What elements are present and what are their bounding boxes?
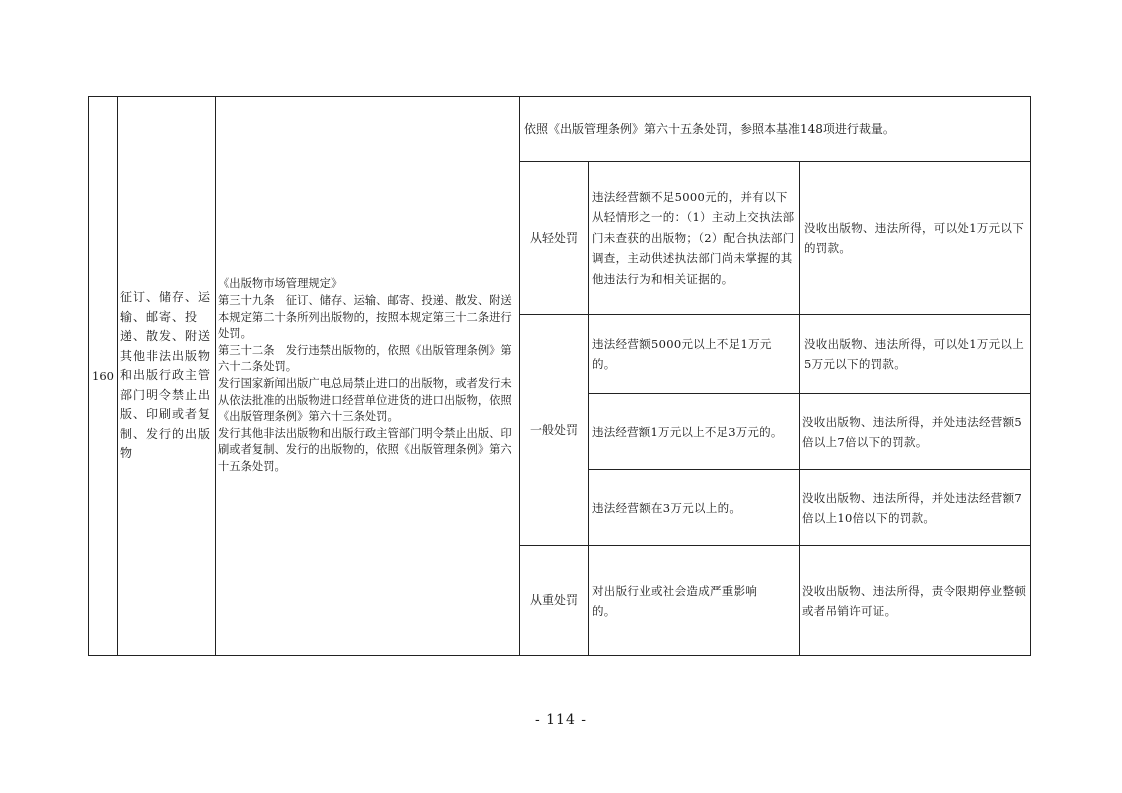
violation-cell (118, 97, 215, 655)
circumstance-cell-2 (589, 315, 799, 393)
level-general-label: 一般处罚 (529, 422, 578, 437)
penalty-cell-3 (800, 394, 1030, 469)
circumstance-cell-3 (589, 394, 799, 469)
reference-cell (520, 97, 1030, 161)
basis-title: 《出版物市场管理规定》 (218, 277, 343, 291)
penalty-text: 没收出版物、违法所得，并处违法经营额7倍以上10倍以下的罚款。 (802, 490, 1023, 525)
basis-import-clause: 发行国家新闻出版广电总局禁止进口的出版物，或者发行未从依法批准的出版物进口经营单位进货的进口出版物，依照《出版管理条例》第六十三条处罚。 (218, 377, 512, 424)
circumstance-text: 违法经营额1万元以上不足3万元的。 (592, 424, 783, 439)
level-heavy-cell (520, 546, 588, 655)
penalty-text: 没收出版物、违法所得，责令限期停业整顿或者吊销许可证。 (802, 583, 1027, 618)
penalty-cell-2 (800, 315, 1030, 393)
circumstance-text: 违法经营额在3万元以上的。 (592, 500, 742, 515)
circumstance-text: 违法经营额不足5000元的，并有以下从轻情形之一的：（1）主动上交执法部门未查获的出版物；（2）配合执法部门调查，主动供述执法部门尚未掌握的其他违法行为和相关证据的。 (592, 189, 795, 286)
penalty-cell-1 (800, 162, 1030, 314)
row-number-cell (89, 97, 117, 655)
row-number: 160 (92, 368, 114, 383)
level-general-cell (520, 315, 588, 545)
penalty-cell-4 (800, 470, 1030, 545)
legal-basis-text (218, 276, 518, 475)
table-border-right (1030, 96, 1031, 656)
circumstance-cell-5 (589, 546, 799, 655)
penalty-text: 没收出版物、违法所得，可以处1万元以上5万元以下的罚款。 (804, 337, 1025, 371)
circumstance-text: 违法经营额5000元以上不足1万元的。 (592, 337, 772, 371)
level-heavy-label: 从重处罚 (529, 593, 578, 607)
basis-article-39: 第三十九条 征订、储存、运输、邮寄、投递、散发、附送本规定第二十条所列出版物的，按照本规定第三十二条进行处罚。 (218, 294, 512, 341)
violation-text: 征订、储存、运输、邮寄、投递、散发、附送其他非法出版物和出版行政主管部门明令禁止出版、印刷或者复制、发行的出版物 (120, 290, 212, 461)
circumstance-text: 对出版行业或社会造成严重影响的。 (592, 583, 758, 618)
table-border-bottom (88, 655, 1031, 656)
penalty-cell-5 (800, 546, 1030, 655)
legal-basis-cell (216, 97, 519, 655)
penalty-text: 没收出版物、违法所得，可以处1万元以下的罚款。 (804, 221, 1025, 255)
basis-other-clause: 发行其他非法出版物和出版行政主管部门明令禁止出版、印刷或者复制、发行的出版物的，依照《出版管理条例》第六十五条处罚。 (218, 426, 512, 473)
page-number: - 114 - (534, 712, 588, 728)
reference-text: 依照《出版管理条例》第六十五条处罚，参照本基准148项进行裁量。 (524, 121, 895, 136)
level-light-label: 从轻处罚 (529, 230, 578, 245)
circumstance-cell-1 (589, 162, 799, 314)
level-light-cell (520, 162, 588, 314)
penalty-text: 没收出版物、违法所得，并处违法经营额5倍以上7倍以下的罚款。 (802, 414, 1023, 449)
circumstance-cell-4 (589, 470, 799, 545)
basis-article-32: 第三十二条 发行违禁出版物的，依照《出版管理条例》第六十二条处罚。 (218, 343, 512, 374)
